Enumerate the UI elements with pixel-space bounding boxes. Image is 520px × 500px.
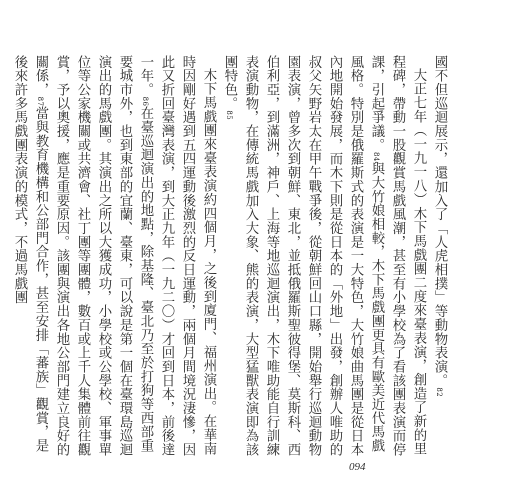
footnote-marker: 86 (141, 96, 149, 107)
text-run: 在臺巡迴演出的地點，除基隆、臺北乃至於打狗等西部重要城市外，也到東部的宜蘭、臺東，可以說是第一個在臺環島巡迴演出的馬戲團。其演出之所以大獲成功，小學校或公學校、軍事單位等公家機關或共濟會、社丁團等團體，數百或上千人集體前往觀賞，予以奧援，應是重要原因。該團與演出各地公部門建立良好的關係， (33, 55, 153, 457)
text-run: 與大竹娘相較，木下馬戲團更具有歐美近代馬戲風格。特別是俄羅斯式的表演是一大特色，大竹娘曲馬團是從日本內地開始發展，而木下則是從日本的「外地」出發，創辦人唯助的叔父矢野岩太在甲午戰爭後，從朝鮮回山口縣，開始舉行巡迴動物園表演，曾多次到朝鮮、東北，並抵俄羅斯聖彼得堡、莫斯科、西伯利亞，到滿洲，神戶、上海等地巡迴演出，木下唯助能自行訓練表演動物，在傳統馬戲加入大象、熊的表演，大型猛獸表演即為該團特色。 (222, 55, 384, 457)
body-text (12, 55, 450, 459)
text-run: 當與教育機構和公部門合作，甚至安排「蕃族」觀賞，是後來許多馬戲團表演的模式，不過馬戲團 (12, 55, 48, 453)
paragraph (9, 55, 219, 459)
footnote-marker: 84 (372, 151, 380, 162)
text-run: 大正七年（一九一八）木下馬戲團二度來臺表演，創造了新的里程碑，帶動一股觀賞馬戲風潮，甚至有小學校為了看該團表演而停課，引起爭議。 (369, 55, 426, 457)
text-run: 國不但巡迴展示，還加入了「人虎相撲」等動物表演。 (432, 55, 447, 388)
text-run: 木下馬戲團來臺表演約四個月，之後到廈門、福州演出。在華南時因剛好遇到五四運動後激烈的反日運動，兩個月間境況淒慘，因此又折回臺灣表演，到大正九年（一九二〇）才回到日本，前後達一年。 (138, 55, 216, 457)
footnote-marker: 87 (36, 96, 44, 107)
page-number: 094 (349, 461, 366, 473)
footnote-marker: 85 (225, 110, 233, 121)
footnote-marker: 82 (435, 387, 443, 398)
paragraph (219, 55, 429, 459)
paragraph (429, 55, 450, 459)
